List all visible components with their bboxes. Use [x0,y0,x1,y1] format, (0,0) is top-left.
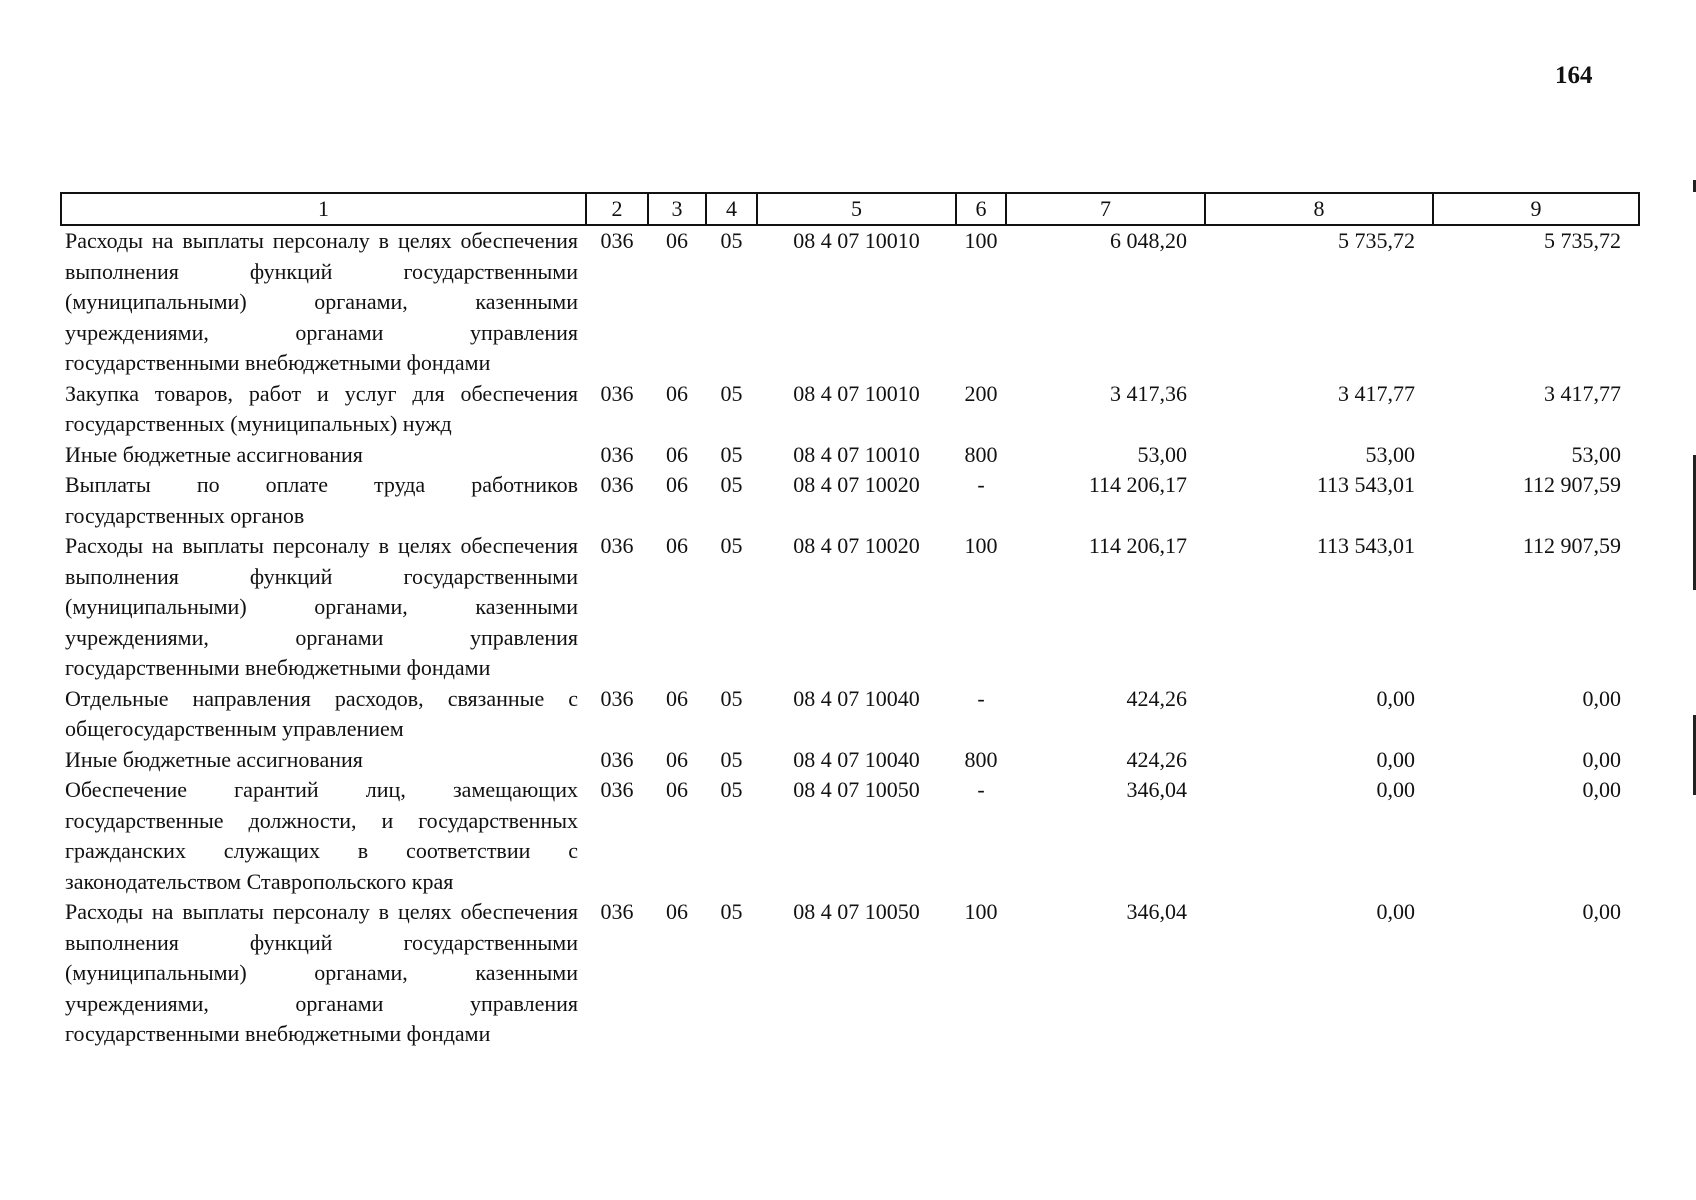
column-header: 5 [757,193,956,225]
table-row [61,745,1639,776]
section-code-cell: 06 [666,228,688,253]
amount-cell-col8: 113 543,01 [1316,533,1415,558]
target-article-cell: 08 4 07 10040 [793,685,920,711]
table-row [61,440,1639,471]
subsection-code-cell: 05 [720,685,743,711]
target-article-cell: 08 4 07 10050 [793,777,920,802]
expense-name-cell: Расходы на выплаты персоналу в целях обеспечения выполнения функций государственными (муниципальными) органами, казенными учреждениями, органами управления государственными внебюджетными фондами [65,228,578,375]
amount-cell-col7: 6 048,20 [1110,228,1187,253]
section-code-cell: 06 [666,441,688,467]
amount-cell-col9: 112 907,59 [1522,472,1621,497]
amount-cell-col8: 0,00 [1376,899,1415,924]
subsection-code-cell: 05 [720,899,743,924]
target-article-cell: 08 4 07 10050 [793,899,920,924]
expense-type-cell: 800 [964,746,998,772]
ministry-code-cell: 036 [600,899,634,924]
amount-cell-col8: 0,00 [1376,777,1415,802]
column-header: 4 [706,193,757,225]
table-row [61,775,1639,897]
amount-cell-col7: 346,04 [1126,899,1187,924]
section-code-cell: 06 [666,472,688,497]
subsection-code-cell: 05 [720,533,743,558]
table-row [61,897,1639,1050]
amount-cell-col9: 112 907,59 [1522,533,1621,558]
expense-name-cell: Закупка товаров, работ и услуг для обеспечения государственных (муниципальных) нужд [65,380,578,436]
section-code-cell: 06 [666,746,688,772]
amount-cell-col9: 0,00 [1582,746,1621,772]
column-header: 3 [648,193,706,225]
expense-type-cell: - [977,472,985,497]
expense-type-cell: - [977,685,985,711]
section-code-cell: 06 [666,777,688,802]
table-row [61,684,1639,745]
expense-name-cell: Обеспечение гарантий лиц, замещающих государственные должности, и государственных гражданских служащих в соответствии с законодательством Ставропольского края [65,777,578,894]
table-row [61,379,1639,440]
section-code-cell: 06 [666,685,688,711]
table-row [61,531,1639,684]
expense-type-cell: 100 [964,533,998,558]
expense-name-cell: Расходы на выплаты персоналу в целях обеспечения выполнения функций государственными (муниципальными) органами, казенными учреждениями, органами управления государственными внебюджетными фондами [65,899,578,1046]
amount-cell-col7: 3 417,36 [1110,380,1187,406]
amount-cell-col9: 0,00 [1582,685,1621,711]
amount-cell-col9: 5 735,72 [1544,228,1621,253]
subsection-code-cell: 05 [720,746,743,772]
subsection-code-cell: 05 [720,380,743,406]
subsection-code-cell: 05 [720,441,743,467]
ministry-code-cell: 036 [600,533,634,558]
amount-cell-col8: 53,00 [1365,441,1415,467]
section-code-cell: 06 [666,380,688,406]
amount-cell-col8: 0,00 [1376,746,1415,772]
target-article-cell: 08 4 07 10040 [793,746,920,772]
table-row [61,225,1639,379]
column-header: 9 [1433,193,1639,225]
column-header: 7 [1006,193,1205,225]
expense-type-cell: 800 [964,441,998,467]
amount-cell-col7: 346,04 [1126,777,1187,802]
amount-cell-col7: 114 206,17 [1088,472,1187,497]
target-article-cell: 08 4 07 10010 [793,441,920,467]
expense-name-cell: Отдельные направления расходов, связанные с общегосударственным управлением [65,685,578,741]
expense-type-cell: 200 [964,380,998,406]
subsection-code-cell: 05 [720,472,743,497]
column-header: 2 [586,193,648,225]
budget-table [60,192,1640,1050]
section-code-cell: 06 [666,899,688,924]
amount-cell-col8: 113 543,01 [1316,472,1415,497]
amount-cell-col8: 3 417,77 [1338,380,1415,406]
amount-cell-col9: 0,00 [1582,899,1621,924]
expense-name-cell: Расходы на выплаты персоналу в целях обеспечения выполнения функций государственными (муниципальными) органами, казенными учреждениями, органами управления государственными внебюджетными фондами [65,533,578,680]
expense-type-cell: 100 [964,899,998,924]
amount-cell-col7: 424,26 [1126,685,1187,711]
target-article-cell: 08 4 07 10010 [793,228,920,253]
expense-name-cell: Иные бюджетные ассигнования [65,441,363,467]
page-number: 164 [1555,62,1593,89]
expense-name-cell: Выплаты по оплате труда работников государственных органов [65,472,578,528]
table-row [61,470,1639,531]
target-article-cell: 08 4 07 10020 [793,472,920,497]
column-header: 6 [956,193,1006,225]
section-code-cell: 06 [666,533,688,558]
amount-cell-col7: 424,26 [1126,746,1187,772]
ministry-code-cell: 036 [600,441,634,467]
column-header: 8 [1205,193,1433,225]
ministry-code-cell: 036 [600,746,634,772]
target-article-cell: 08 4 07 10010 [793,380,920,406]
column-number-row [61,193,1639,225]
column-header: 1 [61,193,586,225]
amount-cell-col9: 3 417,77 [1544,380,1621,406]
amount-cell-col9: 53,00 [1571,441,1621,467]
ministry-code-cell: 036 [600,777,634,802]
expense-type-cell: - [977,777,985,802]
expense-type-cell: 100 [964,228,998,253]
ministry-code-cell: 036 [600,228,634,253]
target-article-cell: 08 4 07 10020 [793,533,920,558]
ministry-code-cell: 036 [600,380,634,406]
ministry-code-cell: 036 [600,685,634,711]
amount-cell-col9: 0,00 [1582,777,1621,802]
ministry-code-cell: 036 [600,472,634,497]
amount-cell-col8: 0,00 [1376,685,1415,711]
amount-cell-col7: 114 206,17 [1088,533,1187,558]
amount-cell-col7: 53,00 [1137,441,1187,467]
expense-name-cell: Иные бюджетные ассигнования [65,746,363,772]
subsection-code-cell: 05 [720,777,743,802]
amount-cell-col8: 5 735,72 [1338,228,1415,253]
subsection-code-cell: 05 [720,228,743,253]
